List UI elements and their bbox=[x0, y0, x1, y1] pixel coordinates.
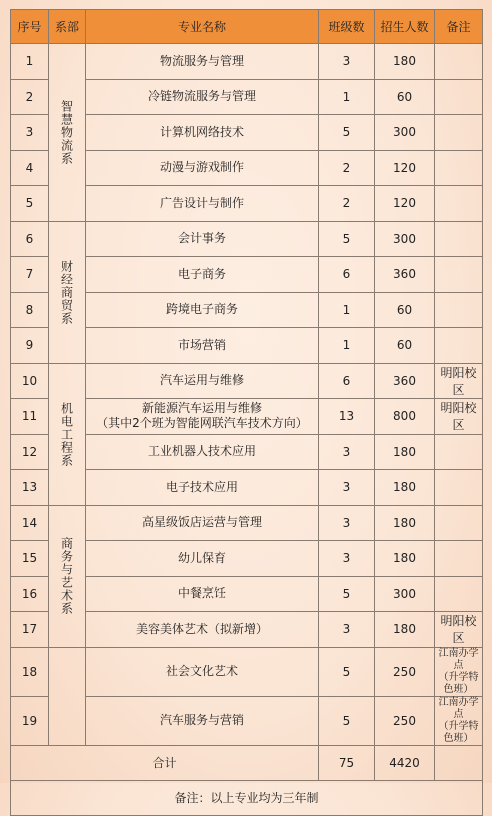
dept-empty bbox=[49, 647, 86, 745]
row-no: 17 bbox=[11, 612, 49, 648]
major-name: 汽车服务与营销 bbox=[159, 713, 244, 727]
row-no: 19 bbox=[11, 696, 49, 745]
row-note bbox=[435, 505, 483, 541]
row-no: 10 bbox=[11, 363, 49, 399]
major-name: 汽车运用与维修 bbox=[159, 373, 244, 388]
dept-name: 财经商贸系 bbox=[49, 221, 86, 363]
row-classes: 1 bbox=[319, 292, 375, 328]
row-note bbox=[435, 292, 483, 328]
row-classes: 3 bbox=[319, 470, 375, 506]
row-major bbox=[86, 399, 319, 435]
row-no: 8 bbox=[11, 292, 49, 328]
note-subtext: （升学特色班） bbox=[438, 671, 479, 695]
row-note bbox=[435, 150, 483, 186]
table-row bbox=[11, 363, 483, 399]
major-name: 美容美体艺术（拟新增） bbox=[135, 621, 268, 636]
major-name: 新能源汽车运用与维修 bbox=[141, 401, 262, 416]
row-no: 9 bbox=[11, 328, 49, 364]
row-students: 360 bbox=[375, 257, 435, 293]
row-major bbox=[86, 257, 319, 293]
major-name: 工业机器人技术应用 bbox=[147, 444, 256, 459]
row-classes: 3 bbox=[319, 505, 375, 541]
major-name: 计算机网络技术 bbox=[159, 124, 244, 139]
row-major bbox=[86, 221, 319, 257]
row-students: 360 bbox=[375, 363, 435, 399]
row-classes: 6 bbox=[319, 363, 375, 399]
row-classes: 5 bbox=[319, 696, 375, 745]
row-students: 180 bbox=[375, 470, 435, 506]
row-classes: 6 bbox=[319, 257, 375, 293]
table-row bbox=[11, 505, 483, 541]
row-no: 5 bbox=[11, 186, 49, 222]
row-major bbox=[86, 434, 319, 470]
row-major bbox=[86, 44, 319, 80]
row-no: 7 bbox=[11, 257, 49, 293]
row-major bbox=[86, 505, 319, 541]
major-name: 电子商务 bbox=[177, 266, 226, 281]
header-students: 招生人数 bbox=[375, 10, 435, 44]
major-name: 电子技术应用 bbox=[165, 479, 238, 494]
row-note bbox=[435, 470, 483, 506]
row-note bbox=[435, 541, 483, 577]
row-note bbox=[435, 647, 483, 696]
row-no: 16 bbox=[11, 576, 49, 612]
row-no: 18 bbox=[11, 647, 49, 696]
total-classes: 75 bbox=[319, 745, 375, 780]
major-name: 会计事务 bbox=[177, 231, 226, 246]
note-text: 江南办学点 bbox=[438, 647, 479, 671]
row-students: 800 bbox=[375, 399, 435, 435]
row-students: 180 bbox=[375, 44, 435, 80]
row-classes: 5 bbox=[319, 576, 375, 612]
footer-note: 备注：以上专业均为三年制 bbox=[11, 780, 483, 815]
row-major bbox=[86, 292, 319, 328]
table-row bbox=[11, 647, 483, 696]
row-note bbox=[435, 79, 483, 115]
row-major bbox=[86, 541, 319, 577]
row-major bbox=[86, 363, 319, 399]
row-students: 60 bbox=[375, 79, 435, 115]
row-note bbox=[435, 115, 483, 151]
note-text: 江南办学点 bbox=[438, 696, 479, 720]
row-note bbox=[435, 363, 483, 399]
row-classes: 3 bbox=[319, 612, 375, 648]
row-students: 60 bbox=[375, 292, 435, 328]
major-name: 动漫与游戏制作 bbox=[159, 160, 244, 175]
dept-name: 商务与艺术系 bbox=[49, 505, 86, 647]
major-name: 市场营销 bbox=[177, 337, 226, 352]
row-major bbox=[86, 328, 319, 364]
row-note bbox=[435, 434, 483, 470]
row-major bbox=[86, 576, 319, 612]
header-classes: 班级数 bbox=[319, 10, 375, 44]
row-no: 6 bbox=[11, 221, 49, 257]
row-classes: 3 bbox=[319, 541, 375, 577]
row-major bbox=[86, 696, 319, 745]
major-name: 社会文化艺术 bbox=[165, 664, 238, 678]
row-major bbox=[86, 647, 319, 696]
row-no: 12 bbox=[11, 434, 49, 470]
header-no: 序号 bbox=[11, 10, 49, 44]
row-classes: 13 bbox=[319, 399, 375, 435]
total-label: 合计 bbox=[11, 745, 319, 780]
row-note bbox=[435, 44, 483, 80]
total-note bbox=[435, 745, 483, 780]
row-classes: 5 bbox=[319, 221, 375, 257]
row-students: 180 bbox=[375, 612, 435, 648]
major-name: 冷链物流服务与管理 bbox=[147, 89, 256, 104]
major-subnote: （其中2个班为智能网联汽车技术方向） bbox=[96, 416, 308, 431]
row-major bbox=[86, 150, 319, 186]
major-name: 高星级饭店运营与管理 bbox=[141, 515, 262, 530]
row-classes: 3 bbox=[319, 44, 375, 80]
row-note bbox=[435, 328, 483, 364]
header-dept: 系部 bbox=[49, 10, 86, 44]
row-students: 250 bbox=[375, 696, 435, 745]
row-classes: 3 bbox=[319, 434, 375, 470]
major-name: 跨境电子商务 bbox=[165, 302, 238, 317]
row-students: 180 bbox=[375, 541, 435, 577]
dept-name: 智慧物流系 bbox=[49, 44, 86, 222]
row-no: 4 bbox=[11, 150, 49, 186]
total-row bbox=[11, 745, 483, 780]
row-note bbox=[435, 576, 483, 612]
major-name: 物流服务与管理 bbox=[159, 53, 244, 68]
table-row bbox=[11, 44, 483, 80]
table-body bbox=[11, 44, 483, 816]
row-classes: 5 bbox=[319, 115, 375, 151]
row-note bbox=[435, 186, 483, 222]
major-name: 中餐烹饪 bbox=[177, 586, 226, 601]
row-students: 180 bbox=[375, 434, 435, 470]
table-row bbox=[11, 221, 483, 257]
row-no: 13 bbox=[11, 470, 49, 506]
note-text: 明阳校区 bbox=[440, 365, 477, 397]
header-row bbox=[11, 10, 483, 44]
header-note: 备注 bbox=[435, 10, 483, 44]
row-note bbox=[435, 696, 483, 745]
row-students: 300 bbox=[375, 115, 435, 151]
row-major bbox=[86, 79, 319, 115]
row-classes: 1 bbox=[319, 328, 375, 364]
row-no: 1 bbox=[11, 44, 49, 80]
note-subtext: （升学特色班） bbox=[438, 720, 479, 744]
row-note bbox=[435, 399, 483, 435]
row-major bbox=[86, 612, 319, 648]
row-students: 180 bbox=[375, 505, 435, 541]
row-students: 60 bbox=[375, 328, 435, 364]
note-text: 明阳校区 bbox=[440, 401, 477, 433]
row-classes: 2 bbox=[319, 186, 375, 222]
row-no: 2 bbox=[11, 79, 49, 115]
row-classes: 1 bbox=[319, 79, 375, 115]
row-students: 250 bbox=[375, 647, 435, 696]
row-classes: 2 bbox=[319, 150, 375, 186]
row-classes: 5 bbox=[319, 647, 375, 696]
major-name: 幼儿保育 bbox=[177, 550, 226, 565]
row-students: 120 bbox=[375, 150, 435, 186]
major-name: 广告设计与制作 bbox=[159, 195, 244, 210]
note-text: 明阳校区 bbox=[440, 614, 477, 646]
row-note bbox=[435, 257, 483, 293]
row-no: 11 bbox=[11, 399, 49, 435]
row-no: 3 bbox=[11, 115, 49, 151]
row-note bbox=[435, 612, 483, 648]
dept-name: 机电工程系 bbox=[49, 363, 86, 505]
row-major bbox=[86, 470, 319, 506]
row-students: 300 bbox=[375, 221, 435, 257]
row-students: 120 bbox=[375, 186, 435, 222]
row-no: 15 bbox=[11, 541, 49, 577]
total-students: 4420 bbox=[375, 745, 435, 780]
enrollment-table bbox=[10, 9, 483, 816]
row-students: 300 bbox=[375, 576, 435, 612]
row-note bbox=[435, 221, 483, 257]
row-no: 14 bbox=[11, 505, 49, 541]
footer-row bbox=[11, 780, 483, 815]
row-major bbox=[86, 186, 319, 222]
row-major bbox=[86, 115, 319, 151]
header-major: 专业名称 bbox=[86, 10, 319, 44]
